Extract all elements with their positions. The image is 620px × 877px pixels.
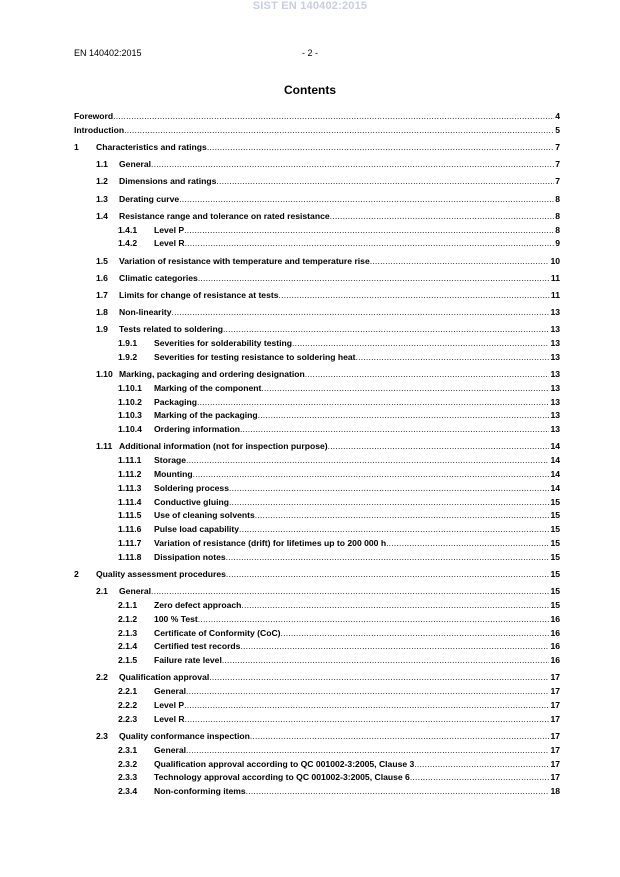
toc-entry-page: 15 — [550, 551, 560, 562]
toc-leader-dots — [356, 351, 550, 365]
toc-entry[interactable] — [74, 237, 560, 251]
toc-entry-title: Storage — [154, 455, 186, 466]
toc-entry[interactable] — [74, 599, 560, 613]
toc-entry-title: Zero defect approach — [154, 599, 242, 610]
page-title: Contents — [284, 83, 336, 97]
toc-entry-number: 1.9.1 — [118, 338, 138, 349]
toc-entry-title: Qualification approval — [119, 672, 210, 683]
toc-leader-dots — [258, 409, 550, 423]
toc-leader-dots — [207, 141, 554, 155]
toc-entry[interactable] — [74, 272, 560, 286]
toc-entry-title: Non-conforming items — [154, 786, 246, 797]
toc-entry[interactable] — [74, 423, 560, 437]
toc-entry-page: 4 — [555, 111, 560, 121]
toc-entry-page: 14 — [550, 441, 560, 452]
toc-entry-title: Characteristics and ratings — [96, 141, 207, 152]
toc-leader-dots — [223, 323, 549, 337]
toc-entry[interactable] — [74, 699, 560, 713]
toc-entry-number: 1.2 — [96, 176, 108, 187]
toc-entry[interactable] — [74, 713, 560, 727]
toc-entry-number: 2.1 — [96, 586, 108, 597]
toc-entry-number: 2.3 — [96, 730, 108, 741]
toc-entry-page: 8 — [555, 210, 560, 221]
toc-entry-number: 2.1.3 — [118, 627, 138, 638]
toc-entry-number: 1.4.1 — [118, 224, 138, 235]
toc-entry-page: 13 — [550, 424, 560, 435]
toc-entry[interactable] — [74, 409, 560, 423]
toc-entry-page: 13 — [550, 396, 560, 407]
toc-entry-page: 17 — [550, 772, 560, 783]
toc-entry[interactable] — [74, 758, 560, 772]
toc-entry-title: Packaging — [154, 396, 197, 407]
toc-entry[interactable] — [74, 306, 560, 320]
toc-entry[interactable] — [74, 289, 560, 303]
toc-entry[interactable] — [74, 551, 560, 565]
toc-leader-dots — [328, 440, 550, 454]
toc-entry-title: Qualification approval according to QC 001002-3:2005, Clause 3 — [154, 758, 415, 769]
toc-entry-number: 2.1.2 — [118, 613, 138, 624]
toc-entry-page: 17 — [550, 686, 560, 697]
toc-leader-dots — [198, 272, 550, 286]
toc-entry[interactable] — [74, 323, 560, 337]
toc-leader-dots — [151, 585, 549, 599]
toc-leader-dots — [226, 568, 550, 582]
toc-entry-page: 17 — [550, 744, 560, 755]
toc-entry-page: 17 — [550, 672, 560, 683]
toc-entry-page: 16 — [550, 627, 560, 638]
toc-entry-title: Failure rate level — [154, 655, 222, 666]
toc-entry[interactable] — [74, 210, 560, 224]
toc-entry-page: 17 — [550, 713, 560, 724]
toc-leader-dots — [410, 771, 550, 785]
toc-leader-dots — [250, 730, 550, 744]
toc-entry-title: Derating curve — [119, 193, 180, 204]
toc-entry-page: 17 — [550, 758, 560, 769]
toc-leader-dots — [229, 482, 549, 496]
toc-leader-dots — [193, 468, 550, 482]
toc-entry-page: 11 — [550, 272, 560, 283]
toc-leader-dots — [186, 744, 549, 758]
toc-leader-dots — [151, 158, 554, 172]
toc-entry-title: 100 % Test — [154, 613, 198, 624]
toc-entry-title: Certified test records — [154, 641, 241, 652]
toc-entry[interactable] — [74, 351, 560, 365]
toc-entry-title: Quality assessment procedures — [96, 568, 226, 579]
toc-entry-title: Conductive gluing — [154, 496, 229, 507]
toc-entry-title: General — [154, 686, 187, 697]
toc-leader-dots — [246, 785, 550, 799]
toc-leader-dots — [186, 454, 549, 468]
toc-entry-page: 5 — [555, 124, 560, 135]
toc-entry-number: 2.3.2 — [118, 758, 138, 769]
toc-entry-number: 1.11.1 — [118, 455, 142, 466]
toc-leader-dots — [305, 368, 550, 382]
toc-entry-title: Level P — [154, 224, 185, 235]
toc-entry-title: General — [119, 586, 152, 597]
toc-leader-dots — [281, 627, 550, 641]
toc-entry-title: Mounting — [154, 469, 193, 480]
toc-leader-dots — [198, 613, 550, 627]
toc-entry-title: Technology approval according to QC 001002-3:2005, Clause 6 — [154, 772, 410, 783]
toc-entry[interactable] — [74, 613, 560, 627]
toc-leader-dots — [239, 523, 549, 537]
toc-entry-number: 1.11.8 — [118, 551, 142, 562]
toc-entry-number: 1.8 — [96, 307, 108, 318]
toc-leader-dots — [241, 599, 549, 613]
toc-leader-dots — [185, 713, 550, 727]
toc-entry-title: Resistance range and tolerance on rated resistance — [119, 210, 330, 221]
toc-entry-title: General — [119, 159, 152, 170]
toc-leader-dots — [184, 699, 549, 713]
toc-entry[interactable] — [74, 224, 560, 238]
toc-leader-dots — [330, 210, 555, 224]
toc-leader-dots — [255, 509, 550, 523]
toc-entry[interactable] — [74, 654, 560, 668]
toc-leader-dots — [386, 537, 549, 551]
toc-entry-page: 17 — [550, 699, 560, 710]
toc-entry[interactable] — [74, 730, 560, 744]
toc-entry-title: Certificate of Conformity (CoC) — [154, 627, 281, 638]
toc-entry-number: 1.10.2 — [118, 396, 142, 407]
toc-entry-title: Non-linearity — [119, 307, 172, 318]
toc-entry-page: 7 — [555, 159, 560, 170]
toc-entry-number: 1.11.3 — [118, 482, 142, 493]
toc-entry-title: Use of cleaning solvents — [154, 510, 255, 521]
toc-entry-title: Tests related to soldering — [119, 324, 223, 335]
toc-leader-dots — [222, 654, 550, 668]
toc-entry[interactable] — [74, 744, 560, 758]
toc-entry-page: 15 — [550, 538, 560, 548]
toc-entry-number: 1.11.6 — [118, 524, 142, 535]
toc-entry-number: 1.9.2 — [118, 351, 138, 362]
toc-leader-dots — [172, 306, 550, 320]
toc-entry[interactable] — [74, 537, 560, 551]
document-id: EN 140402:2015 — [74, 48, 142, 58]
toc-leader-dots — [261, 382, 549, 396]
toc-entry[interactable] — [74, 124, 560, 138]
toc-entry[interactable] — [74, 175, 560, 189]
toc-entry-title: Introduction — [74, 124, 125, 135]
toc-entry-number: 1.4.2 — [118, 238, 138, 249]
toc-entry-number: 1.10 — [96, 369, 113, 380]
toc-entry[interactable] — [74, 141, 560, 155]
toc-entry-title: Marking, packaging and ordering designation — [119, 369, 305, 380]
page-number: - 2 - — [301, 48, 318, 58]
toc-entry[interactable] — [74, 255, 560, 269]
toc-entry-title: Variation of resistance with temperature and temperature rise — [119, 255, 370, 266]
toc-entry-title: Level R — [154, 713, 185, 724]
toc-entry-number: 1.11.5 — [118, 510, 142, 521]
toc-entry[interactable] — [74, 382, 560, 396]
toc-entry-number: 1.11.2 — [118, 469, 142, 480]
toc-entry-page: 16 — [550, 641, 560, 652]
toc-leader-dots — [197, 396, 549, 410]
toc-entry-number: 2.1.1 — [118, 599, 138, 610]
toc-entry-page: 15 — [550, 496, 560, 507]
toc-entry-number: 1.11.4 — [118, 496, 142, 507]
toc-entry-title: Dissipation notes — [154, 551, 226, 562]
toc-entry[interactable] — [74, 193, 560, 207]
toc-entry-page: 16 — [550, 655, 560, 666]
toc-entry-page: 14 — [550, 455, 560, 466]
toc-leader-dots — [226, 551, 550, 565]
toc-entry-page: 7 — [555, 141, 560, 152]
toc-entry-number: 2.1.5 — [118, 655, 138, 666]
toc-leader-dots — [186, 685, 549, 699]
toc-entry-page: 15 — [550, 568, 560, 579]
toc-leader-dots — [185, 237, 555, 251]
toc-entry-page: 7 — [555, 176, 560, 187]
toc-entry-number: 1.10.1 — [118, 382, 142, 393]
toc-entry[interactable] — [74, 585, 560, 599]
toc-leader-dots — [229, 496, 549, 510]
toc-entry[interactable] — [74, 482, 560, 496]
toc-entry-page: 15 — [550, 586, 560, 597]
toc-entry-number: 2.2 — [96, 672, 108, 683]
toc-entry-number: 1.11.7 — [118, 538, 142, 548]
toc-entry-page: 13 — [550, 369, 560, 380]
toc-leader-dots — [209, 671, 549, 685]
toc-entry[interactable] — [74, 496, 560, 510]
toc-entry[interactable] — [74, 509, 560, 523]
toc-entry-page: 18 — [550, 786, 560, 797]
toc-entry[interactable] — [74, 440, 560, 454]
toc-entry-number: 1.1 — [96, 159, 108, 170]
toc-entry[interactable] — [74, 785, 560, 799]
toc-entry[interactable] — [74, 640, 560, 654]
toc-entry-title: General — [154, 744, 187, 755]
toc-leader-dots — [113, 110, 554, 124]
toc-entry-page: 13 — [550, 410, 560, 421]
toc-entry-page: 8 — [555, 224, 560, 235]
toc-entry-number: 1.11 — [96, 441, 113, 452]
toc-entry[interactable] — [74, 468, 560, 482]
toc-entry[interactable] — [74, 627, 560, 641]
toc-entry-page: 8 — [555, 193, 560, 204]
toc-leader-dots — [240, 423, 550, 437]
toc-entry-title: Limits for change of resistance at tests — [119, 289, 279, 300]
toc-entry-page: 14 — [550, 482, 560, 493]
toc-entry-number: 1.3 — [96, 193, 108, 204]
toc-entry-number: 1.10.4 — [118, 424, 142, 435]
toc-leader-dots — [124, 124, 554, 138]
toc-entry-number: 2.2.3 — [118, 713, 138, 724]
toc-entry-number: 2 — [74, 568, 79, 579]
toc-entry-page: 13 — [550, 307, 560, 318]
toc-entry-number: 2.3.3 — [118, 772, 138, 783]
toc-entry-title: Marking of the packaging — [154, 410, 258, 421]
toc-entry-title: Quality conformance inspection — [119, 730, 250, 741]
watermark: SIST EN 140402:2015 — [252, 0, 368, 12]
toc-entry-number: 2.2.2 — [118, 699, 138, 710]
toc-entry-title: Foreword — [74, 111, 114, 121]
toc-leader-dots — [216, 175, 554, 189]
toc-entry-number: 1.9 — [96, 324, 108, 335]
toc-entry-title: Dimensions and ratings — [119, 176, 217, 187]
toc-entry-page: 14 — [550, 469, 560, 480]
toc-entry-title: Marking of the component — [154, 382, 262, 393]
toc-leader-dots — [279, 289, 550, 303]
toc-entry-number: 2.2.1 — [118, 686, 138, 697]
toc-entry-number: 2.3.1 — [118, 744, 138, 755]
toc-entry[interactable] — [74, 454, 560, 468]
toc-entry[interactable] — [74, 337, 560, 351]
toc-leader-dots — [292, 337, 549, 351]
toc-entry-page: 13 — [550, 351, 560, 362]
toc-entry-page: 11 — [550, 289, 560, 300]
toc-entry-title: Level R — [154, 238, 185, 249]
toc-entry-number: 1.4 — [96, 210, 108, 221]
toc-entry-page: 15 — [550, 510, 560, 521]
toc-entry-title: Additional information (not for inspection purpose) — [119, 441, 328, 452]
toc-entry-number: 1.10.3 — [118, 410, 142, 421]
toc-entry[interactable] — [74, 671, 560, 685]
toc-entry-page: 13 — [550, 382, 560, 393]
toc-entry-page: 10 — [550, 255, 560, 266]
toc-entry-title: Soldering process — [154, 482, 229, 493]
toc-entry-title: Variation of resistance (drift) for lifetimes up to 200 000 h — [154, 538, 387, 548]
toc-leader-dots — [240, 640, 549, 654]
toc-entry[interactable] — [74, 685, 560, 699]
toc-entry-page: 15 — [550, 599, 560, 610]
toc-leader-dots — [370, 255, 550, 269]
toc-entry-title: Pulse load capability — [154, 524, 240, 535]
toc-entry[interactable] — [74, 368, 560, 382]
toc-entry-title: Severities for solderability testing — [154, 338, 293, 349]
toc-entry-number: 1.7 — [96, 289, 108, 300]
toc-entry-page: 9 — [555, 238, 560, 249]
toc-entry-title: Ordering information — [154, 424, 240, 435]
toc-entry-title: Severities for testing resistance to soldering heat — [154, 351, 356, 362]
toc-entry-page: 17 — [550, 730, 560, 741]
toc-entry[interactable] — [74, 396, 560, 410]
toc-entry[interactable] — [74, 568, 560, 582]
toc-leader-dots — [414, 758, 549, 772]
toc-entry[interactable] — [74, 771, 560, 785]
toc-leader-dots — [184, 224, 554, 238]
toc-entry[interactable] — [74, 110, 560, 124]
toc-leader-dots — [179, 193, 554, 207]
toc-entry-number: 2.3.4 — [118, 786, 138, 797]
toc-entry-number: 1 — [74, 141, 79, 152]
toc-entry-number: 1.6 — [96, 272, 108, 283]
toc-entry-title: Climatic categories — [119, 272, 198, 283]
toc-entry-title: Level P — [154, 699, 185, 710]
toc-entry-number: 1.5 — [96, 255, 108, 266]
toc-entry-page: 16 — [550, 613, 560, 624]
toc-entry-page: 13 — [550, 324, 560, 335]
toc-entry-number: 2.1.4 — [118, 641, 138, 652]
toc-entry-page: 15 — [550, 524, 560, 535]
toc-entry-page: 13 — [550, 338, 560, 349]
table-of-contents — [74, 110, 560, 799]
toc-entry[interactable] — [74, 158, 560, 172]
toc-entry[interactable] — [74, 523, 560, 537]
